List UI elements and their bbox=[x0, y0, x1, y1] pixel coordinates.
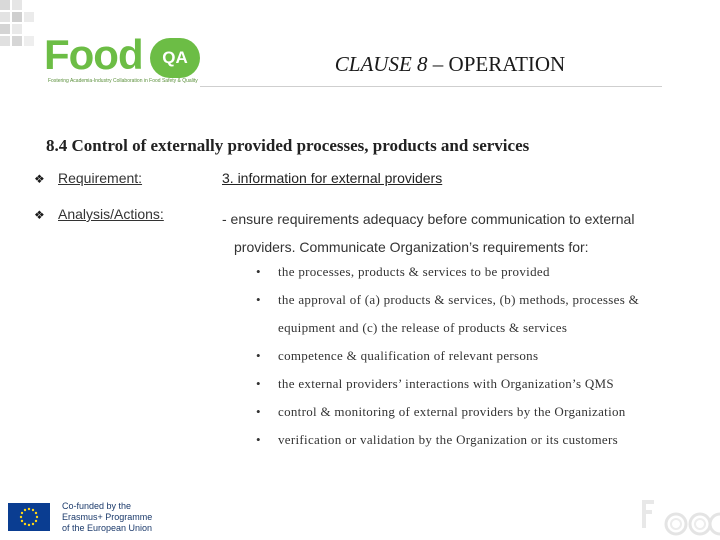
list-item-text: the external providers’ interactions with Organization’s QMS bbox=[278, 376, 614, 391]
analysis-label: Analysis/Actions: bbox=[58, 206, 164, 222]
analysis-text bbox=[222, 205, 692, 261]
list-item bbox=[256, 426, 696, 454]
bullet-dot-icon: • bbox=[256, 292, 261, 307]
decorative-squares bbox=[0, 0, 46, 70]
list-item bbox=[256, 342, 696, 370]
analysis-line-1: - ensure requirements adequacy before communication to external bbox=[222, 211, 635, 227]
eu-line-1: Co-funded by the bbox=[62, 501, 132, 511]
diamond-bullet-icon: ❖ bbox=[34, 172, 45, 186]
logo-badge: QA bbox=[150, 38, 200, 78]
list-item-text: verification or validation by the Organization or its customers bbox=[278, 432, 618, 447]
analysis-line-2: providers. Communicate Organization’s requirements for: bbox=[234, 239, 589, 255]
list-item-text: control & monitoring of external providers by the Organization bbox=[278, 404, 626, 419]
clause-name: OPERATION bbox=[448, 52, 566, 76]
list-item-text: competence & qualification of relevant persons bbox=[278, 348, 539, 363]
eu-funding-text bbox=[62, 501, 182, 534]
list-item bbox=[256, 370, 696, 398]
eu-flag-icon bbox=[8, 503, 50, 531]
diamond-bullet-icon: ❖ bbox=[34, 208, 45, 222]
eu-line-2: Erasmus+ Programme bbox=[62, 512, 153, 522]
bullet-dot-icon: • bbox=[256, 432, 261, 447]
logo-tagline: Fostering Academia-Industry Collaboration in Food Safety & Quality bbox=[48, 78, 198, 84]
requirement-row bbox=[34, 170, 142, 186]
requirement-label: Requirement: bbox=[58, 170, 143, 186]
list-item-text: the processes, products & services to be provided bbox=[278, 264, 550, 279]
section-title: 8.4 Control of externally provided processes, products and services bbox=[46, 136, 530, 155]
clause-separator: – bbox=[427, 52, 449, 76]
analysis-row bbox=[34, 206, 164, 222]
list-item bbox=[256, 258, 696, 286]
list-item-text: the approval of (a) products & services, (b) methods, processes & equipment and (c) the release of products & services bbox=[278, 292, 640, 335]
bullet-dot-icon: • bbox=[256, 348, 261, 363]
clause-title bbox=[240, 52, 660, 77]
header-divider bbox=[200, 86, 662, 87]
bullet-dot-icon: • bbox=[256, 264, 261, 279]
bullet-dot-icon: • bbox=[256, 376, 261, 391]
requirement-value: 3. information for external providers bbox=[222, 170, 443, 186]
analysis-bullet-list bbox=[256, 258, 696, 454]
footer-watermark-icon bbox=[620, 488, 720, 540]
logo-wordmark: Food bbox=[44, 31, 143, 78]
list-item bbox=[256, 286, 696, 342]
clause-number: CLAUSE 8 bbox=[334, 52, 428, 76]
bullet-dot-icon: • bbox=[256, 404, 261, 419]
foodqa-logo bbox=[44, 31, 234, 94]
eu-line-3: of the European Union bbox=[62, 523, 153, 533]
list-item bbox=[256, 398, 696, 426]
